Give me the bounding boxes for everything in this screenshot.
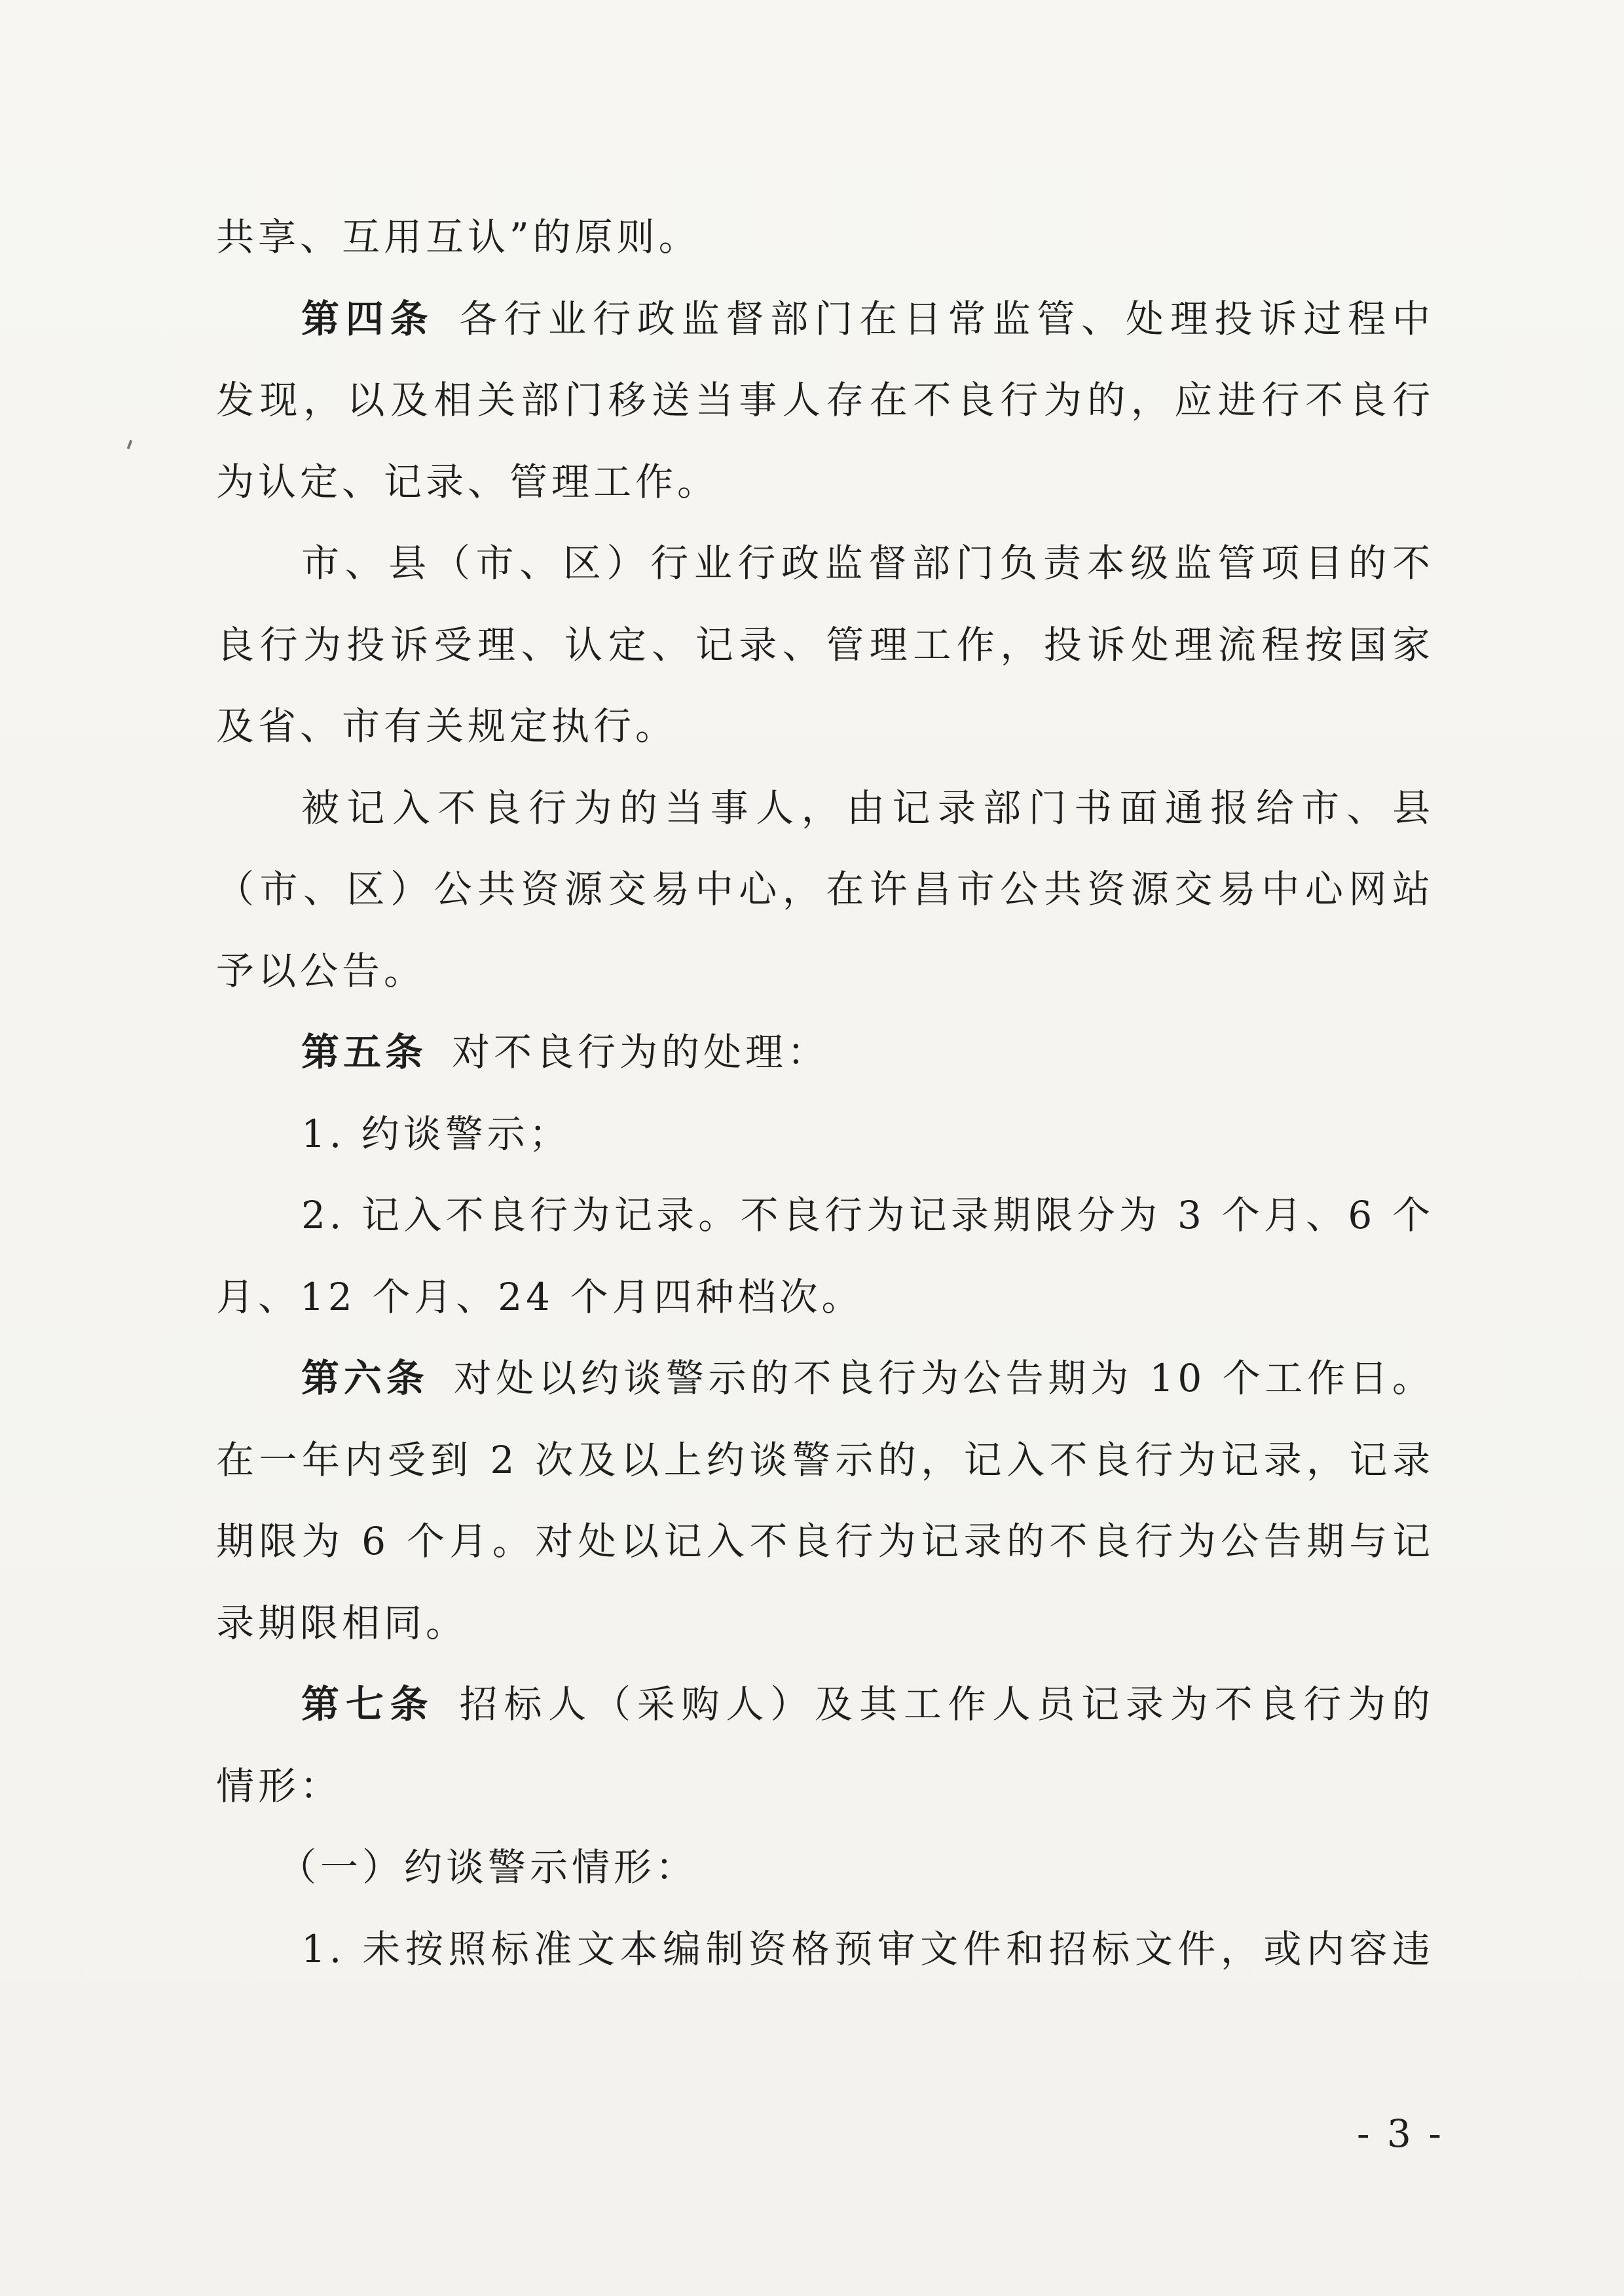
text-line: 共享、互用互认”的原则。 [216,215,701,259]
text-line: 为认定、记录、管理工作。 [216,459,720,504]
text-line: 市、县（市、区）行业行政监督部门负责本级监管项目的不 [301,541,1434,585]
article-heading: 第五条 [301,1030,428,1074]
text-line: 予以公告。 [216,948,426,993]
text-line: 月、12 个月、24 个月四种档次。 [216,1274,864,1319]
text-line: 录期限相同。 [216,1600,468,1645]
document-body [216,196,1434,1990]
article-4-line-1: 第四条 各行业行政监督部门在日常监管、处理投诉过程中 [301,296,1434,341]
article-7-line-1: 第七条 招标人（采购人）及其工作人员记录为不良行为的 [301,1682,1434,1726]
article-heading: 第六条 [301,1356,429,1400]
text-line: 被记入不良行为的当事人，由记录部门书面通报给市、县 [301,785,1434,830]
article-6-line-1: 第六条 对处以约谈警示的不良行为公告期为 10 个工作日。 [301,1356,1434,1400]
article-heading: 第四条 [301,296,435,341]
list-item: 1. 未按照标准文本编制资格预审文件和招标文件，或内容违 [301,1926,1434,1971]
page-number: - 3 - [1357,2111,1444,2156]
scan-speck [127,440,133,450]
article-5-line: 第五条 对不良行为的处理： [301,1030,830,1074]
text-line: 良行为投诉受理、认定、记录、管理工作，投诉处理流程按国家 [216,622,1434,667]
list-item: 2. 记入不良行为记录。不良行为记录期限分为 3 个月、6 个 [301,1193,1434,1237]
text-line: （市、区）公共资源交易中心，在许昌市公共资源交易中心网站 [216,867,1434,911]
article-heading: 第七条 [301,1682,435,1726]
text-line: 期限为 6 个月。对处以记入不良行为记录的不良行为公告期与记 [216,1519,1434,1563]
text-line: 情形： [216,1763,342,1808]
text-line: 发现，以及相关部门移送当事人存在不良行为的，应进行不良行 [216,378,1434,422]
section-heading: （一）约谈警示情形： [278,1845,698,1889]
text-line: 在一年内受到 2 次及以上约谈警示的，记入不良行为记录，记录 [216,1437,1434,1482]
text-line: 及省、市有关规定执行。 [216,704,678,748]
list-item: 1. 约谈警示； [301,1111,571,1156]
